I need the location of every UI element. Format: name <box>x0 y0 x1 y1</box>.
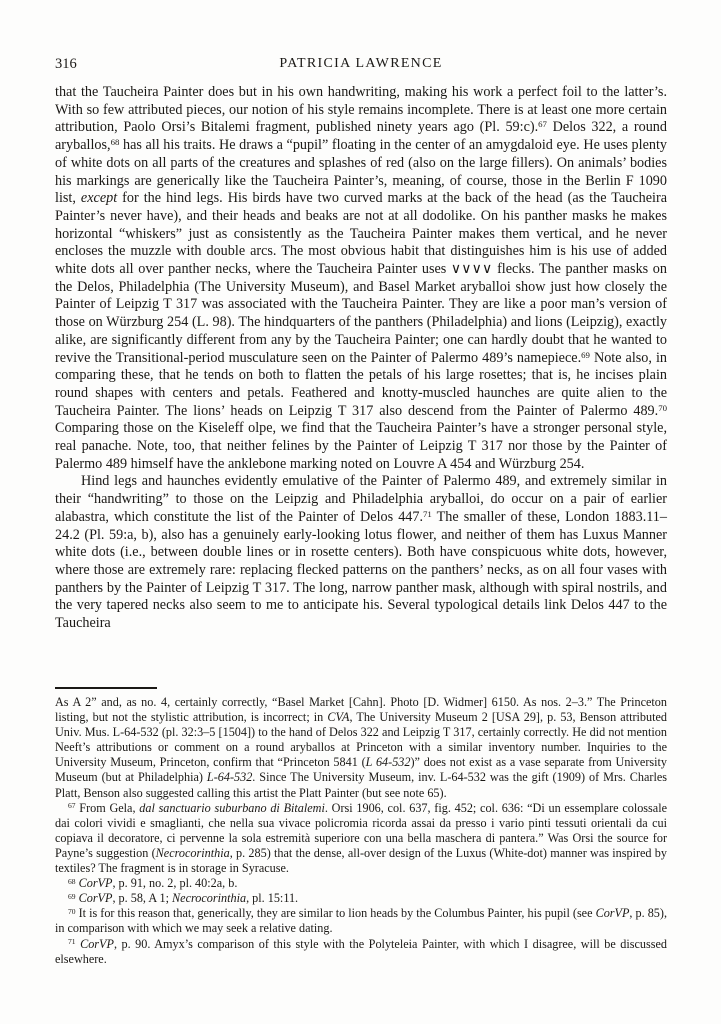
footnotes-block <box>55 695 667 967</box>
footnote-continuation: As A 2” and, as no. 4, certainly correctly, “Basel Market [Cahn]. Photo [D. Widmer] 6150. As nos. 2–3.” The Princeton listing, but not the stylistic attribution, is incorrect; in CVA, The University Museum 2 [USA 29], p. 53, Benson attributed Univ. Mus. L-64-532 (pl. 32:3–5 [1504]) to the hand of Delos 322 and Leipzig T 317, certainly correctly. He did not mention Neeft’s attributions or comment on a round aryballos at Princeton with a similar inventory number. Inquiries to the University Museum, Princeton, confirm that “Princeton 5841 (L 64-532)” does not exist as a vase separate from University Museum (but at Philadelphia) L-64-532. Since The University Museum, inv. L-64-532 was the gift (1909) of Mrs. Charles Platt, Benson also suggested calling this artist the Platt Painter (but see note 65). <box>55 695 667 800</box>
footnote-70: $^{70}$ It is for this reason that, generically, they are similar to lion heads by the Columbus Painter, his pupil (see CorVP, p. 85), in comparison with which we may seek a relative dating. <box>55 906 668 936</box>
page-number: 316 <box>55 56 77 72</box>
footnote-separator-rule <box>55 687 157 689</box>
footnote-67: $^{67}$ From Gela, dal sanctuario suburbano di Bitalemi. Orsi 1906, col. 637, fig. 452; col. 636: “Di un essemplare colossale dai colori vividi e smaglianti, che nella sua vivace policromia ricorda assai da presso i vario pinti tessuti orientali da cui copiava il decoratore, ci pervenne la sola estremità superiore con una bella maschera di pantera.” Was Orsi the source for Payne’s suggestion (Necrocorinthia, p. 285) that the dense, all-over design of the Luxus (White-dot) manner was inspired by textiles? The fragment is in storage in Syracuse. <box>55 800 667 876</box>
running-head: PATRICIA LAWRENCE <box>279 56 443 71</box>
footnote-69: $^{69}$ CorVP, p. 58, A 1; Necrocorinthia, pl. 15:11. <box>68 891 299 906</box>
body-paragraph-2: Hind legs and haunches evidently emulative of the Painter of Palermo 489, and extremely similar in their “handwriting” to those on the Leipzig and Philadelphia aryballoi, do occur on a pair of earlier alabastra, which constitute the list of the Painter of Delos 447.71 The smaller of these, London 1883.11–24.2 (Pl. 59:a, b), also has a genuinely early-looking lotus flower, and neither of them has Luxus Manner white dots (i.e., between double lines or in rosette centers). Both have conspicuous white dots, however, where those are extremely rare: replacing flecked patterns on the panthers’ necks, as on all four vases with panthers by the Painter of Leipzig T 317. The long, narrow panther mask, although with spiral nostrils, and the very tapered necks also seem to me to anticipate his. Several typological details link Delos 447 to the Taucheira <box>55 473 667 632</box>
footnote-68: $^{68}$ CorVP, p. 91, no. 2, pl. 40:2a, b. <box>68 876 238 891</box>
page-header <box>55 56 667 74</box>
footnote-71: $^{71}$ CorVP, p. 90. Amyx’s comparison of this style with the Polyteleia Painter, with which I disagree, will be discussed elsewhere. <box>55 936 668 966</box>
body-paragraph-1: that the Taucheira Painter does but in his own handwriting, making his work a perfect foil to the latter’s. With so few attributed pieces, our notion of his style remains incomplete. There is at least one more certain attribution, Paolo Orsi’s Bitalemi fragment, published ninety years ago (Pl. 59:c).$^{67}$ Delos 322, a round aryballos,$^{68}$ has all his traits. He draws a “pupil” floating in the center of an amygdaloid eye. He uses plenty of white dots on all parts of the creatures and splashes of red (also on the large fillers). On animals’ bodies his markings are generically like the Taucheira Painter’s, meaning, of course, those in the Berlin F 1090 list, except for the hind legs. His birds have two curved marks at the back of the head (as the Taucheira Painter’s never have), and their heads and beaks are not at all dodolike. On his panther masks he makes horizontal “whiskers” just as consistently as the Taucheira Painter makes them vertical, and he never encloses the muzzle with double arcs. The most obvious habit that distinguishes him is his use of added white dots all over panther necks, where the Taucheira Painter uses ∨∨∨∨ flecks. The panther masks on the Delos, Philadelphia (The University Museum), and Basel Market aryballoi show just how closely the Painter of Leipzig T 317 was associated with the Taucheira Painter. They are like a poor man’s version of those on Würzburg 254 (L. 98). The hindquarters of the panthers (Philadelphia) and lions (Leipzig), exactly alike, are significantly different from any by the Taucheira Painter; one can hardly doubt that he wanted to revive the Transitional-period musculature seen on the Painter of Palermo 489’s namepiece.$^{69}$ Note also, in comparing these, that he tends on both to flatten the petals of his large rosettes; that is, he incises plain round shapes with centers and petals. Feathered and knotty-muscled haunches are quite alien to the Taucheira Painter. The lions’ heads on Leipzig T 317 also descend from the Painter of Palermo 489.70 Comparing those on the Kiseleff olpe, we find that the Taucheira Painter’s have a stronger personal style, real panache. Note, too, that neither felines by the Painter of Leipzig T 317 nor those by the Painter of Palermo 489 himself have the anklebone marking noted on Louvre A 454 and Würzburg 254. <box>55 84 668 472</box>
main-text-block <box>55 84 667 633</box>
